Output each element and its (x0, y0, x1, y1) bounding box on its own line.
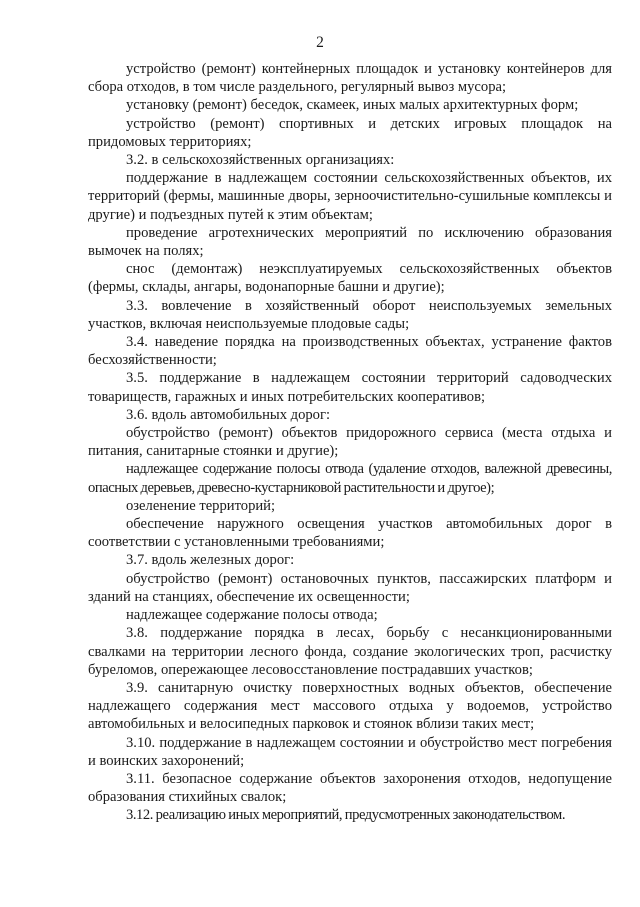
paragraph-section-3-7: 3.7. вдоль железных дорог: (126, 552, 295, 569)
paragraph-section-3-11: 3.11. безопасное содержание объектов захоронения отходов, недопущение образования стихийных свалок; (88, 770, 612, 806)
paragraph-containers: устройство (ремонт) контейнерных площадок и установку контейнеров для сбора отходов, в том числе раздельного, регулярный вывоз мусора; (88, 61, 612, 96)
paragraph-section-3-5: 3.5. поддержание в надлежащем состоянии территорий садоводческих товариществ, гаражных и иных потребительских кооперативов; (88, 370, 612, 405)
paragraph-right-of-way: надлежащее содержание полосы отвода (удаление отходов, валежной древесины, опасных деревьев, древесно-кустарниковой растительности и другое); (88, 461, 612, 496)
paragraph-section-3-8: 3.8. поддержание порядка в лесах, борьбу с несанкционированными свалками на территории лесного фонда, создание экологических троп, расчистку буреломов, опережающее лесовосстановление пострадавших участков; (88, 625, 612, 678)
paragraph-rail-right-of-way: надлежащее содержание полосы отвода; (126, 607, 378, 624)
paragraph-section-3-12: 3.12. реализацию иных мероприятий, предусмотренных законодательством. (126, 807, 566, 824)
paragraph-agri-objects: поддержание в надлежащем состоянии сельскохозяйственных объектов, их территорий (фермы, машинные дворы, зерноочистительно-сушильные комплексы и другие) и подъездных путей к этим объектам; (88, 170, 612, 223)
paragraph-roadside-service: обустройство (ремонт) объектов придорожного сервиса (места отдыха и питания, санитарные стоянки и другие); (88, 425, 612, 460)
paragraph-section-3-10: 3.10. поддержание в надлежащем состоянии и обустройство мест погребения и воинских захоронений; (88, 734, 612, 769)
paragraph-section-3-9: 3.9. санитарную очистку поверхностных водных объектов, обеспечение надлежащего содержания мест массового отдыха у водоемов, устройство автомобильных и велосипедных парковок и стоянок вблизи таких мест; (88, 679, 612, 733)
paragraph-stops: обустройство (ремонт) остановочных пунктов, пассажирских платформ и зданий на станциях, обеспечение их освещенности; (88, 570, 612, 605)
paragraph-section-3-6: 3.6. вдоль автомобильных дорог: (126, 406, 331, 423)
paragraph-gazebos: установку (ремонт) беседок, скамеек, иных малых архитектурных форм; (126, 97, 579, 114)
paragraph-section-3-3: 3.3. вовлечение в хозяйственный оборот неиспользуемых земельных участков, включая неиспользуемые плодовые сады; (88, 297, 612, 332)
paragraph-greening: озеленение территорий; (126, 497, 276, 514)
paragraph-agrotechnical: проведение агротехнических мероприятий по исключению образования вымочек на полях; (88, 224, 612, 260)
page-number: 2 (316, 34, 324, 51)
paragraph-lighting: обеспечение наружного освещения участков автомобильных дорог в соответствии с установленными требованиями; (88, 516, 612, 551)
document-body (88, 60, 612, 825)
paragraph-section-3-4: 3.4. наведение порядка на производственных объектах, устранение фактов бесхозяйственности; (88, 334, 612, 369)
paragraph-demolition: снос (демонтаж) неэксплуатируемых сельскохозяйственных объектов (фермы, склады, ангары, водонапорные башни и другие); (88, 261, 612, 296)
paragraph-playgrounds: устройство (ремонт) спортивных и детских игровых площадок на придомовых территориях; (88, 115, 612, 150)
paragraph-section-3-2: 3.2. в сельскохозяйственных организациях: (126, 152, 395, 169)
